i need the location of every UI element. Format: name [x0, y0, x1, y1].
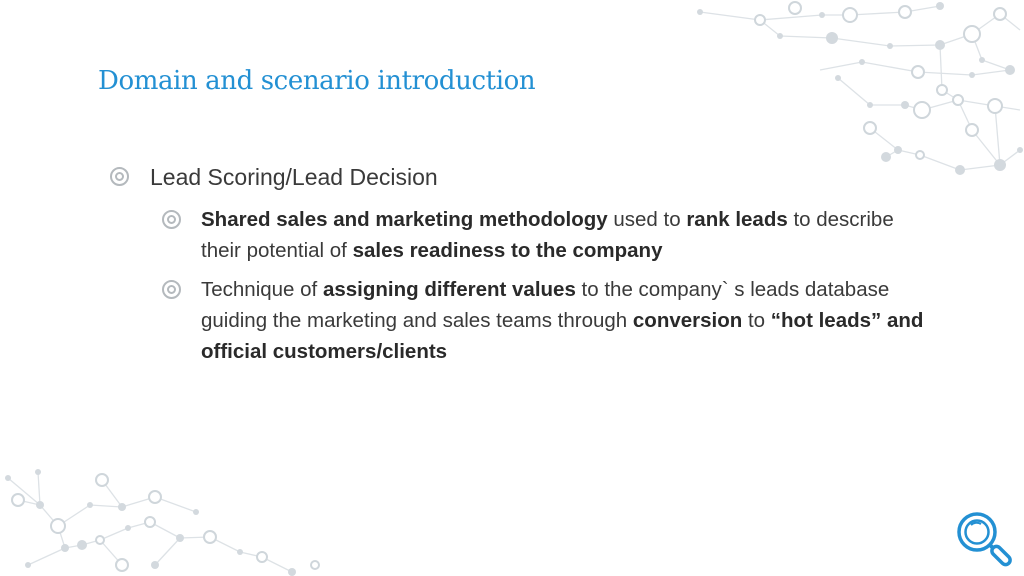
bullet-list: [108, 160, 928, 367]
bullet-item-lead-scoring: [108, 160, 928, 194]
bold-phrase: Shared sales and marketing methodology: [201, 208, 608, 231]
ring-bullet-icon: [162, 210, 181, 229]
network-decoration-bottom-left: [0, 450, 330, 576]
bullet-label: Lead Scoring/Lead Decision: [150, 164, 438, 190]
bold-phrase: sales readiness to the company: [352, 239, 663, 262]
magnifier-icon: [954, 510, 1016, 568]
sub-bullet-technique: [160, 274, 928, 367]
text-run: to: [742, 309, 771, 332]
ring-bullet-icon: [162, 280, 181, 299]
bold-phrase: “hot leads” and official customers/clients: [201, 309, 924, 363]
sub-bullet-methodology: [160, 204, 928, 266]
bold-phrase: conversion: [632, 309, 743, 332]
ring-bullet-icon: [110, 167, 129, 186]
text-run: to describe their potential of: [201, 208, 894, 262]
text-run: used to: [607, 208, 687, 231]
slide-title: Domain and scenario introduction: [98, 66, 536, 96]
bold-phrase: assigning different values: [322, 278, 576, 301]
bold-phrase: rank leads: [686, 208, 788, 231]
text-run: Technique of: [201, 278, 323, 301]
text-run: to the company` s leads database guiding the marketing and sales teams through: [201, 278, 890, 332]
